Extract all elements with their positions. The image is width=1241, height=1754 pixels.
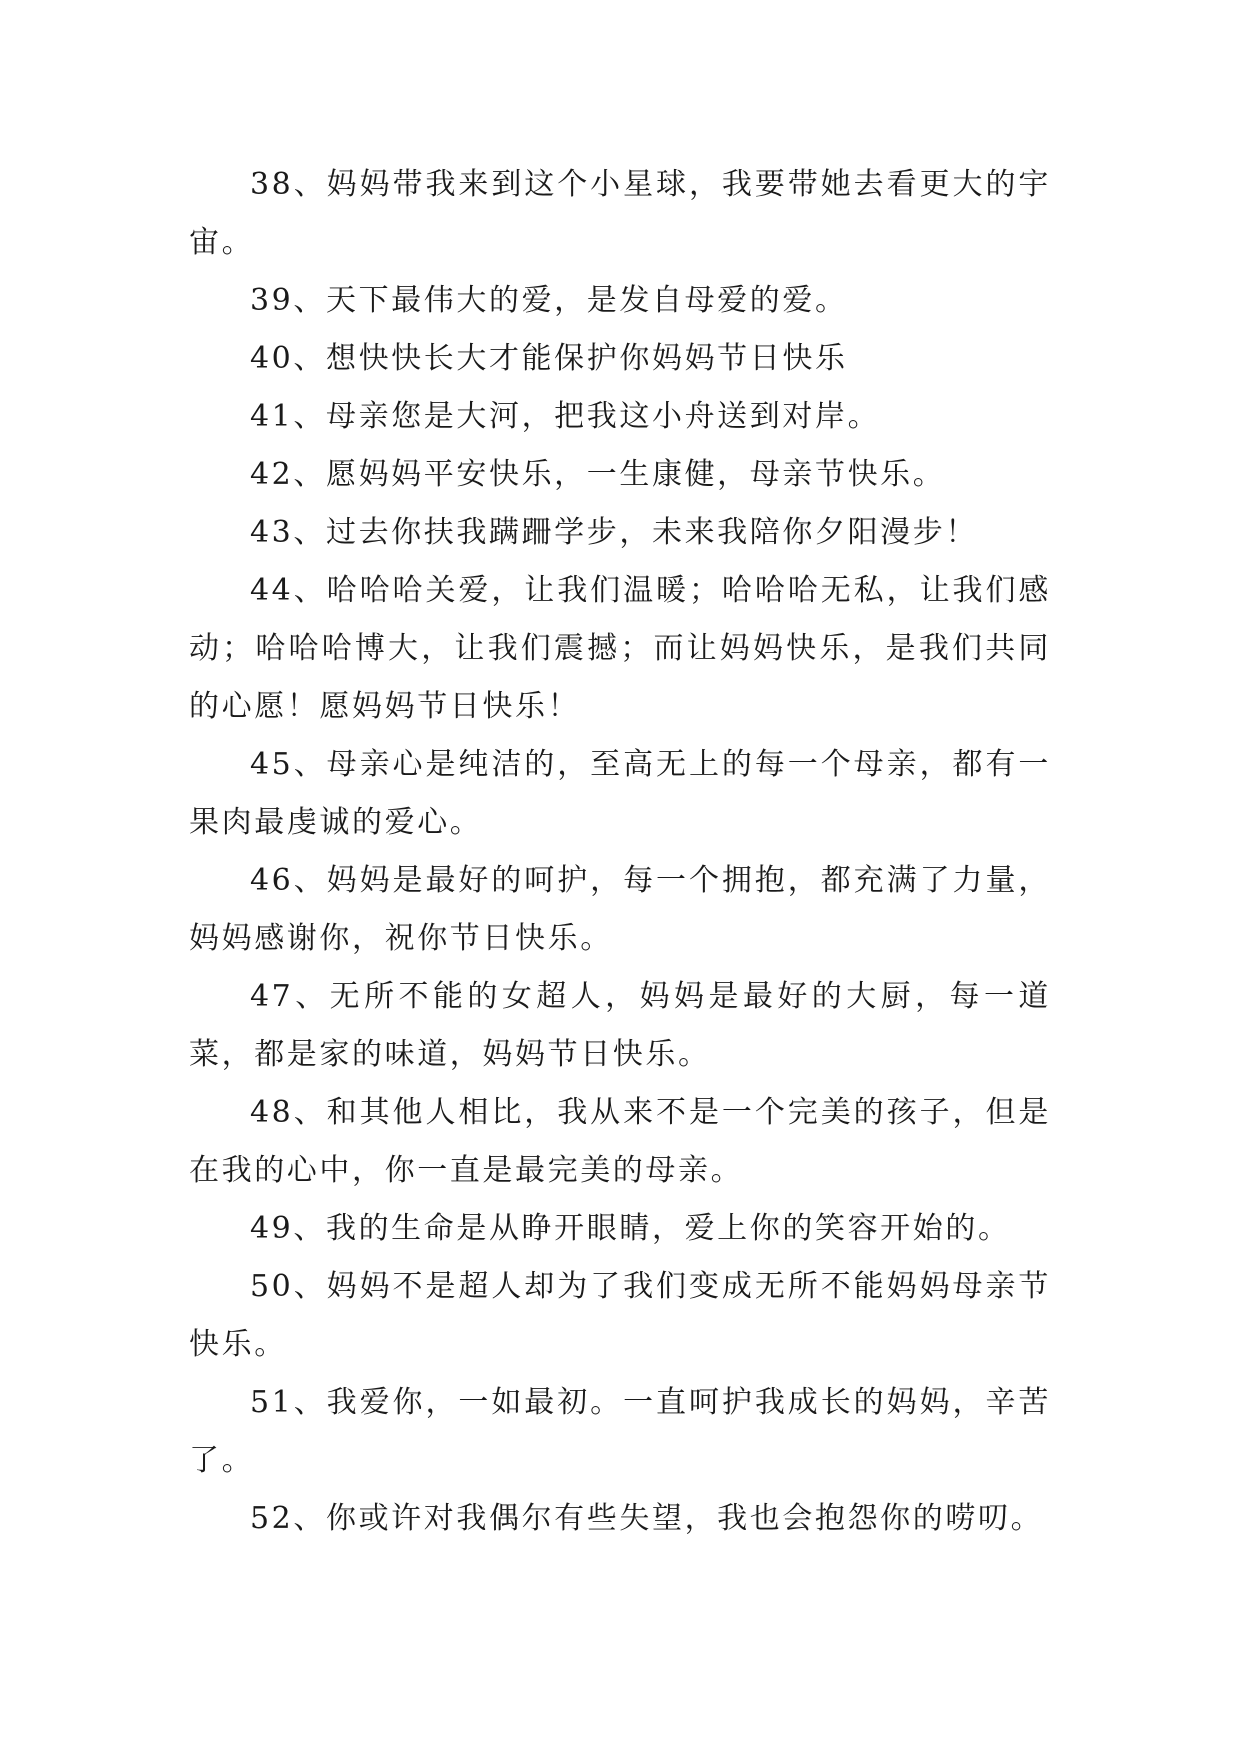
paragraph-42: 42、愿妈妈平安快乐，一生康健，母亲节快乐。	[250, 457, 946, 492]
paragraph-45: 45、母亲心是纯洁的，至高无上的每一个母亲，都有一果肉最虔诚的爱心。	[189, 747, 1051, 840]
paragraph-43: 43、过去你扶我蹒跚学步，未来我陪你夕阳漫步！	[250, 515, 978, 550]
paragraph-50: 50、妈妈不是超人却为了我们变成无所不能妈妈母亲节快乐。	[189, 1269, 1051, 1362]
paragraph-46: 46、妈妈是最好的呵护，每一个拥抱，都充满了力量，妈妈感谢你，祝你节日快乐。	[189, 863, 1051, 956]
paragraph-48: 48、和其他人相比，我从来不是一个完美的孩子，但是在我的心中，你一直是最完美的母亲。	[189, 1095, 1051, 1188]
paragraph-51: 51、我爱你，一如最初。一直呵护我成长的妈妈，辛苦了。	[189, 1385, 1051, 1478]
paragraph-40: 40、想快快长大才能保护你妈妈节日快乐	[250, 341, 848, 376]
paragraph-44: 44、哈哈哈关爱，让我们温暖；哈哈哈无私，让我们感动；哈哈哈博大，让我们震撼；而让妈妈快乐，是我们共同的心愿！愿妈妈节日快乐！	[189, 573, 1051, 724]
paragraph-39: 39、天下最伟大的爱，是发自母爱的爱。	[250, 283, 848, 318]
paragraph-49: 49、我的生命是从睁开眼睛，爱上你的笑容开始的。	[250, 1211, 1011, 1246]
document-body	[189, 156, 1051, 1548]
paragraph-41: 41、母亲您是大河，把我这小舟送到对岸。	[250, 399, 881, 434]
paragraph-47: 47、无所不能的女超人，妈妈是最好的大厨，每一道菜，都是家的味道，妈妈节日快乐。	[189, 979, 1051, 1072]
paragraph-52: 52、你或许对我偶尔有些失望，我也会抱怨你的唠叨。	[250, 1501, 1044, 1536]
paragraph-38: 38、妈妈带我来到这个小星球，我要带她去看更大的宇宙。	[189, 167, 1051, 260]
